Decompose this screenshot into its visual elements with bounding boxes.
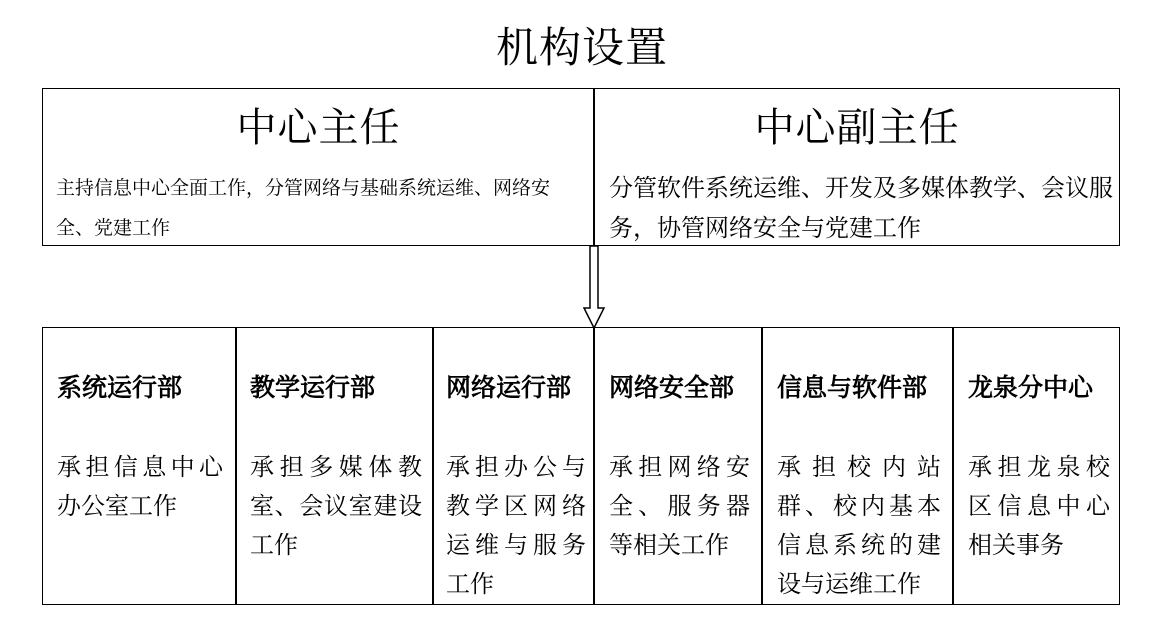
department-duty-network-security: 承担网络安全、服务器等相关工作 <box>609 453 750 559</box>
department-divider <box>432 327 434 605</box>
department-name-information-software: 信息与软件部 <box>777 373 928 402</box>
department-duty-system-operations: 承担信息中心办公室工作 <box>57 453 223 520</box>
department-divider <box>235 327 237 605</box>
department-divider <box>593 327 595 605</box>
department-duty-network-operations: 承担办公与教学区网络运维与服务工作 <box>446 453 586 598</box>
department-divider <box>952 327 954 605</box>
deputy-director-title: 中心副主任 <box>754 105 960 151</box>
deputy-director-duty: 分管软件系统运维、开发及多媒体教学、会议服务，协管网络安全与党建工作 <box>609 174 1113 242</box>
department-divider <box>761 327 763 605</box>
department-name-network-security: 网络安全部 <box>609 373 735 402</box>
director-duty: 主持信息中心全面工作，分管网络与基础系统运维、网络安全、党建工作 <box>56 177 551 239</box>
department-name-network-operations: 网络运行部 <box>446 373 572 402</box>
department-name-system-operations: 系统运行部 <box>57 373 183 402</box>
department-name-longquan-branch: 龙泉分中心 <box>968 373 1094 402</box>
department-name-teaching-operations: 教学运行部 <box>250 373 376 402</box>
director-title: 中心主任 <box>236 105 401 151</box>
department-duty-longquan-branch: 承担龙泉校区信息中心相关事务 <box>968 453 1110 559</box>
page-title: 机构设置 <box>495 23 668 72</box>
department-duty-teaching-operations: 承担多媒体教室、会议室建设工作 <box>250 453 422 559</box>
down-arrow-icon <box>582 246 606 330</box>
department-duty-information-software: 承担校内站群、校内基本信息系统的建设与运维工作 <box>777 453 941 598</box>
